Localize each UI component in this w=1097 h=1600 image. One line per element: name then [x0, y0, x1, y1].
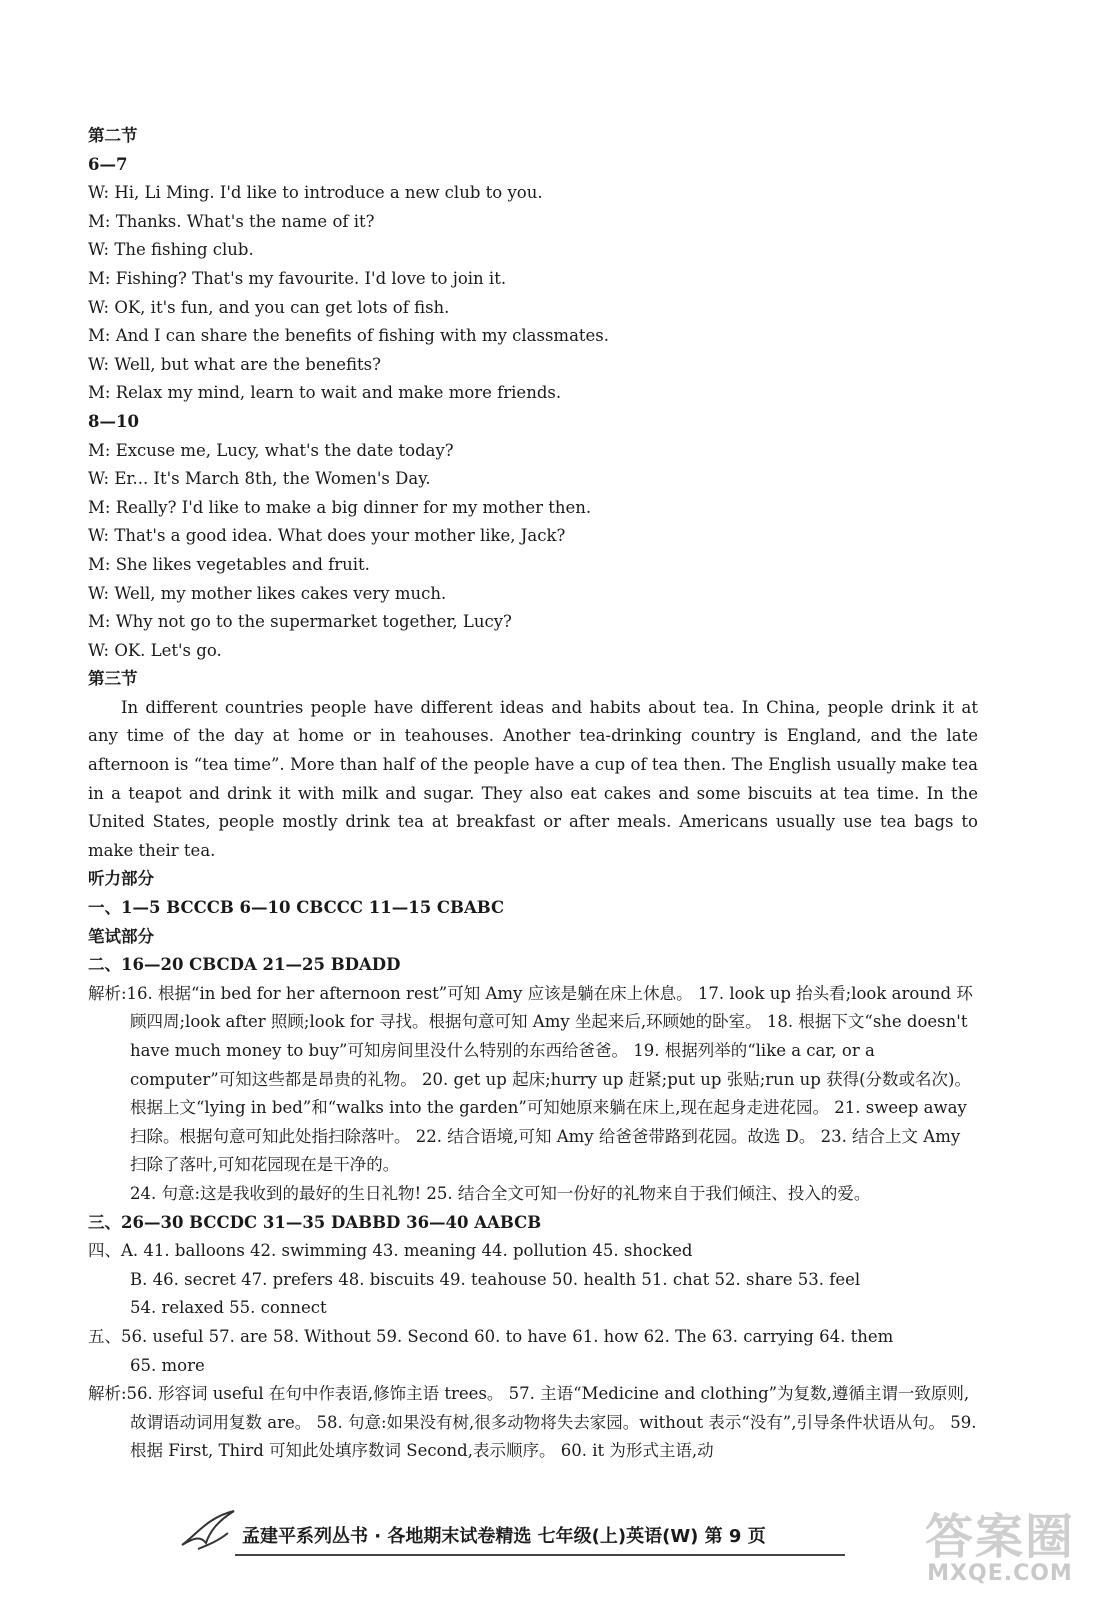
dialogue-line: W: That's a good idea. What does your mother like, Jack? [88, 526, 566, 546]
answer-line: 四、A. 41. balloons 42. swimming 43. meaning 44. pollution 45. shocked [88, 1241, 693, 1261]
answer-line: 五、56. useful 57. are 58. Without 59. Second 60. to have 61. how 62. The 63. carrying 64. them [88, 1326, 894, 1346]
dialogue-label: 8—10 [88, 411, 139, 431]
answer-line: 三、26—30 BCCDC 31—35 DABBD 36—40 AABCB [88, 1212, 542, 1232]
dialogue-line: W: The fishing club. [88, 240, 254, 260]
analysis-text: 解析:56. 形容词 useful 在句中作表语,修饰主语 trees。 57. 主语“Medicine and clothing”为复数,遵循主谓一致原则,故谓语动词用复数 are。 58. 句意:如果没有树,很多动物将失去家园。without 表示“没有”,引导条件状语从句。 59. 根据 First, Third 可知此处填序数词 Second,表示顺序。 60. it 为形式主语,动 [88, 1384, 977, 1461]
answer-line: 一、1—5 BCCCB 6—10 CBCCC 11—15 CBABC [88, 898, 505, 918]
dialogue-line: W: OK, it's fun, and you can get lots of fish. [88, 297, 450, 317]
analysis-text: 解析:16. 根据“in bed for her afternoon rest”可知 Amy 应该是躺在床上休息。 17. look up 抬头看;look around 环顾四周;look after 照顾;look for 寻找。根据句意可知 Amy 坐起来后,环顾她的卧室。 18. 根据下文“she doesn't have much money to buy”可知房间里没什么特别的东西给爸爸。 19. 根据列举的“like a car, or a computer”可知这些都是昂贵的礼物。 20. get up 起床;hurry up 赶紧;put up 张贴;run up 获得(分数或名次)。根据上文“lying in bed”和“walks into the garden”可知她原来躺在床上,现在起身走进花园。 21. sweep away 扫除。根据句意可知此处指扫除落叶。 22. 结合语境,可知 Amy 给爸爸带路到花园。故选 D。 23. 结合上文 Amy 扫除了落叶,可知花园现在是干净的。 [88, 983, 973, 1175]
footer-text: 孟建平系列丛书 · 各地期末试卷精选 七年级(上)英语(W) 第 9 页 [242, 1526, 766, 1547]
page-content [88, 122, 978, 1466]
dialogue-line: W: Hi, Li Ming. I'd like to introduce a new club to you. [88, 183, 543, 203]
dialogue-line: W: OK. Let's go. [88, 640, 222, 660]
answer-line: 65. more [130, 1355, 205, 1375]
dialogue-2 [88, 437, 978, 666]
dialogue-1 [88, 179, 978, 408]
dialogue-line: W: Well, my mother likes cakes very much. [88, 583, 447, 603]
dialogue-line: M: Relax my mind, learn to wait and make more friends. [88, 383, 562, 403]
part-heading: 听力部分 [88, 869, 154, 889]
dialogue-line: W: Well, but what are the benefits? [88, 354, 381, 374]
watermark [925, 1498, 1075, 1586]
dialogue-line: M: Fishing? That's my favourite. I'd love to join it. [88, 268, 507, 288]
answer-line: 54. relaxed 55. connect [130, 1298, 327, 1318]
dialogue-line: M: Thanks. What's the name of it? [88, 211, 375, 231]
dialogue-line: M: And I can share the benefits of fishing with my classmates. [88, 326, 610, 346]
section-heading: 第二节 [88, 126, 138, 145]
footer-rule [235, 1554, 845, 1556]
analysis-text: 24. 句意:这是我收到的最好的生日礼物! 25. 结合全文可知一份好的礼物来自于我们倾注、投入的爱。 [130, 1183, 871, 1203]
dialogue-line: M: Excuse me, Lucy, what's the date today? [88, 440, 454, 460]
section-heading: 第三节 [88, 669, 138, 689]
watermark-text: 答案圈 [924, 1509, 1075, 1565]
watermark-url: MXQE.COM [927, 1561, 1073, 1586]
dialogue-line: M: Really? I'd like to make a big dinner for my mother then. [88, 497, 592, 517]
dialogue-line: M: She likes vegetables and fruit. [88, 554, 370, 574]
answer-line: 二、16—20 CBCDA 21—25 BDADD [88, 955, 401, 975]
dialogue-line: M: Why not go to the supermarket together, Lucy? [88, 612, 512, 632]
dialogue-label: 6—7 [88, 154, 128, 174]
passage-paragraph: In different countries people have different ideas and habits about tea. In China, people drink it at any time of the day at home or in teahouses. Another tea-drinking country is England, and the late afternoon is “tea time”. More than half of the people have a cup of tea then. The English usually make tea in a teapot and drink it with milk and sugar. They also eat cakes and some biscuits at tea time. In the United States, people mostly drink tea at breakfast or after meals. Americans usually use tea bags to make their tea. [88, 697, 978, 860]
part-heading: 笔试部分 [88, 926, 154, 946]
answer-line: B. 46. secret 47. prefers 48. biscuits 49. teahouse 50. health 51. chat 52. share 53. feel [130, 1269, 861, 1289]
dialogue-line: W: Er... It's March 8th, the Women's Day. [88, 469, 431, 489]
page-footer [180, 1522, 766, 1548]
